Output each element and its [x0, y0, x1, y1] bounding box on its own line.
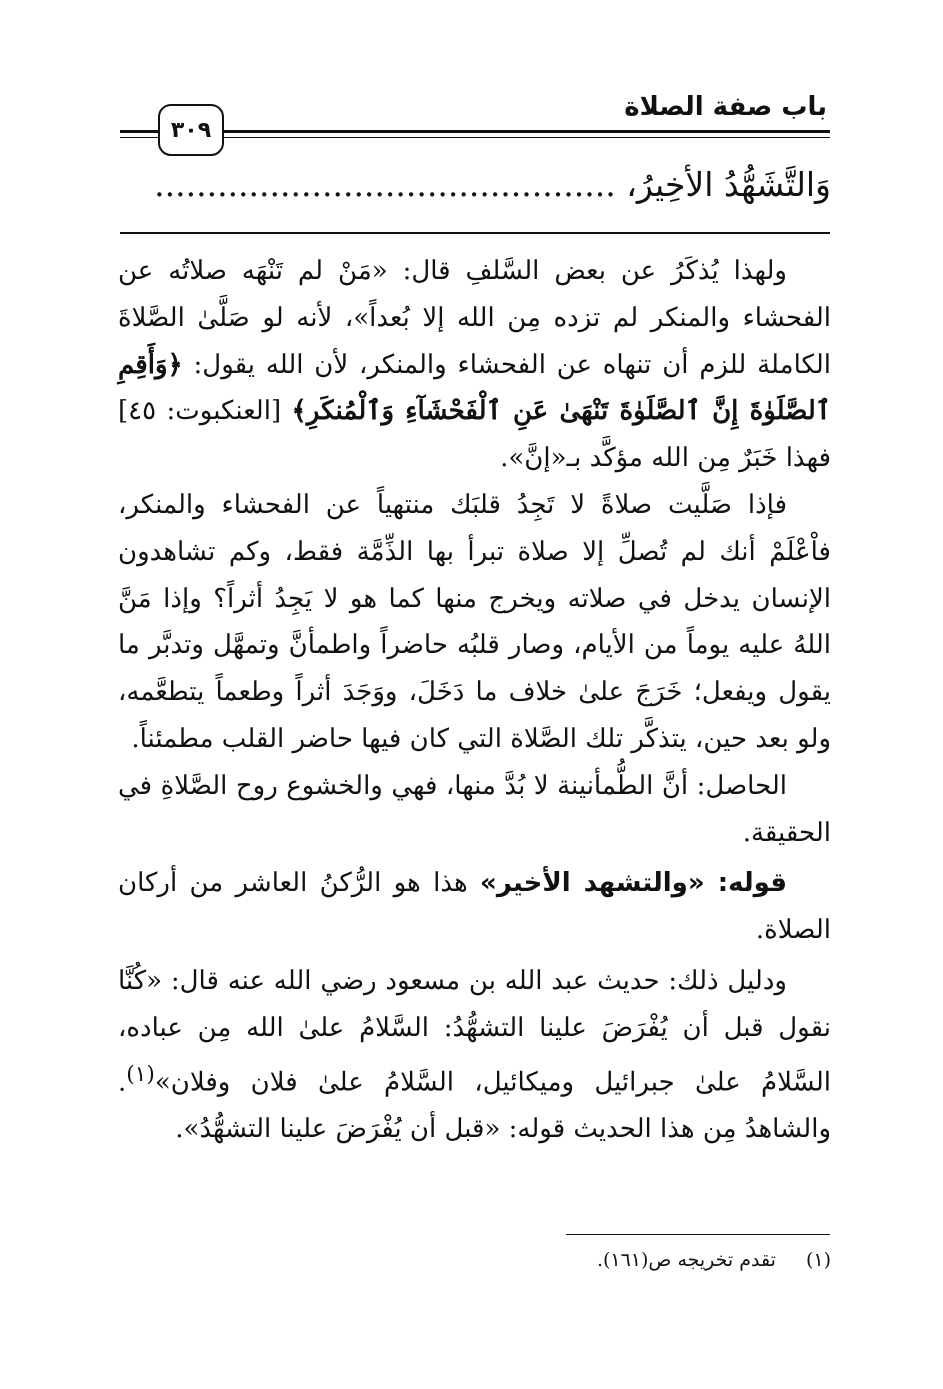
chapter-title: باب صفة الصلاة — [624, 92, 827, 122]
qawl-heading: قوله: «والتشهد الأخير» — [480, 868, 788, 899]
matn-line — [120, 162, 831, 208]
paragraph-1 — [118, 248, 831, 482]
quran-verse: ﴿وَأَقِمِ ٱلصَّلَوٰةَ إِنَّ ٱلصَّلَوٰةَ تَنْهَىٰ عَنِ ٱلْفَحْشَآءِ وَٱلْمُنكَرِ﴾ — [118, 349, 831, 427]
paragraph-1-text-a: ولهذا يُذكَرُ عن بعض السَّلفِ قال: «مَنْ لم تَنْهَه صلاتُه عن الفحشاء والمنكر لم تزده مِن الله إلا بُعداً»، لأنه لو صَلَّىٰ الصَّلاةَ الكاملة للزم أن تنهاه عن الفحشاء والمنكر، لأن الله يقول: — [118, 256, 831, 380]
paragraph-5-text-b: . والشاهدُ مِن هذا الحديث قوله: «قبل أن يُفْرَضَ علينا التشهُّدُ». — [118, 1067, 831, 1144]
paragraph-4 — [118, 860, 831, 954]
matn-separator — [120, 232, 830, 234]
paragraph-1-text-b: [العنكبوت: ٤٥] فهذا خَبَرٌ مِن الله مؤكَّد بـ«إنَّ». — [118, 396, 831, 474]
footnote-separator — [566, 1234, 830, 1235]
paragraph-5-text-a: ودليل ذلك: حديث عبد الله بن مسعود رضي الله عنه قال: «كُنَّا نقول قبل أن يُفْرَضَ علينا التشهُّدُ: السَّلامُ علىٰ الله مِن عباده، السَّلامُ علىٰ جبرائيل وميكائيل، السَّلامُ علىٰ فلان وفلان» — [118, 965, 831, 1098]
footnote-number: (١) — [805, 1249, 831, 1271]
page-number: ٣٠٩ — [170, 117, 212, 143]
page-number-badge — [158, 104, 224, 156]
footnote-reference[interactable]: (١) — [126, 1061, 155, 1087]
footnote-text: تقدم تخريجه ص(١٦١). — [596, 1249, 776, 1271]
paragraph-4-text: هذا هو الرُّكنُ العاشر من أركان الصلاة. — [118, 868, 831, 946]
commentary-body — [118, 248, 831, 1153]
paragraph-5 — [118, 958, 831, 1153]
header-rule — [120, 130, 830, 133]
matn-text: وَالتَّشَهُّدُ الأخِيرُ، — [626, 165, 831, 204]
paragraph-3: الحاصل: أنَّ الطُّمأنينة لا بُدَّ منها، فهي والخشوع روح الصَّلاةِ في الحقيقة. — [118, 770, 831, 848]
paragraph-2: فإذا صَلَّيت صلاةً لا تَجِدُ قلبَك منتهياً عن الفحشاء والمنكر، فاْعْلَمْ أنك لم تُصلِّ إلا صلاة تبرأ بها الذِّمَّة فقط، وكم تشاهدون الإنسان يدخل في صلاته ويخرج منها كما هو لا يَجِدُ أثراً؟ وإذا مَنَّ اللهُ عليه يوماً من الأيام، وصار قلبُه حاضراً واطمأنَّ وتمهَّل وتدبَّر ما يقول ويفعل؛ خَرَجَ علىٰ خلاف ما دَخَلَ، ووَجَدَ أثراً وطعماً يتطعَّمه، ولو بعد حين، يتذكَّر تلك الصَّلاة التي كان فيها حاضر القلب مطمئناً. — [118, 489, 831, 754]
footnote — [597, 1246, 831, 1274]
header-rule-thin — [120, 137, 830, 138]
matn-dots: ............................................ — [154, 165, 616, 204]
